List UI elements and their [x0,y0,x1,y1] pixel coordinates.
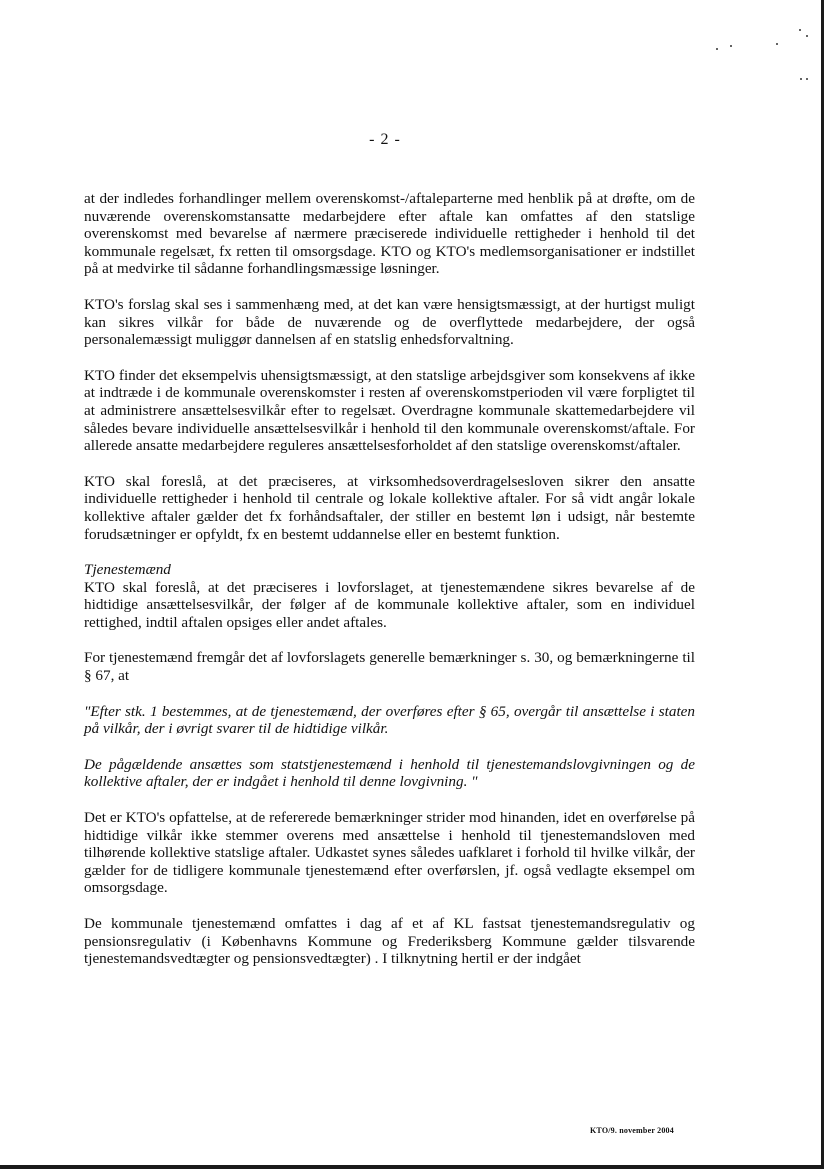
paragraph: KTO's forslag skal ses i sammenhæng med, at det kan være hensigtsmæssigt, at der hurtigst muligt kan sikres vilkår for både de nuværende og de overflyttede medarbejdere, der også personalemæssigt muliggør dannelsen af en statslig enhedsforvaltning. [84,295,695,349]
paragraph: KTO skal foreslå, at det præciseres i lovforslaget, at tjenestemændene sikres bevarelse af de hidtidige ansættelsesvilkår, der følger af de kommunale kollektive aftaler, som en individuel rettighed, indtil aftalen opsiges eller andet aftales. [84,578,695,631]
paragraph: For tjenestemænd fremgår det af lovforslagets generelle bemærkninger s. 30, og bemærkningerne til § 67, at [84,649,695,685]
quoted-text: De pågældende ansættes som statstjenestemænd i henhold til tjenestemandslovgivningen og de kollektive aftaler, der er indgået i henhold til denne lovgivning. " [84,755,695,791]
footer-date: KTO/9. november 2004 [590,1126,674,1135]
paragraph: KTO finder det eksempelvis uhensigtsmæssigt, at den statslige arbejdsgiver som konsekvens af ikke at indtræde i de kommunale overenskomster i resten af overenskomstperioden vil være forpligtet til at administrere ansættelsesvilkår efter to regelsæt. Overdragne kommunale skattemedarbejdere vil således bevare individuelle ansættelsesvilkår i henhold til den kommunale overenskomst/aftale. For allerede ansatte medarbejdere reguleres ansættelsesforholdet af den statslige overenskomst/aftaler. [84,366,695,455]
document-body [84,190,695,968]
paragraph: at der indledes forhandlinger mellem overenskomst-/aftaleparterne med henblik på at drøfte, om de nuværende overenskomstansatte medarbejdere efter aftale kan omfattes af den statslige overenskomst med bevarelse af nærmere præciserede individuelle rettigheder i henhold til det kommunale regelsæt, fx retten til omsorgsdage. KTO og KTO's medlemsorganisationer er indstillet på at medvirke til sådanne forhandlingsmæssige løsninger. [84,190,695,278]
scan-speck [730,45,732,47]
scan-speck [806,35,808,37]
paragraph: KTO skal foreslå, at det præciseres, at virksomhedsoverdragelsesloven sikrer den ansatte individuelle rettigheder i henhold til centrale og lokale kollektive aftaler. For så vidt angår lokale kollektive aftaler gælder det fx forhåndsaftaler, der stiller en bestemt løn i udsigt, når bestemte forudsætninger er opfyldt, fx en bestemt uddannelse eller en bestemt funktion. [84,472,695,543]
scan-edge-bottom [0,1165,824,1169]
scan-speck [800,78,802,80]
scan-speck [806,78,808,80]
paragraph: Det er KTO's opfattelse, at de refererede bemærkninger strider mod hinanden, idet en overførelse på hidtidige vilkår ikke stemmer overens med ansættelse i henhold til tjenestemandsloven med tilhørende kollektive statslige aftaler. Udkastet synes således uafklaret i forhold til hvilke vilkår, der gælder for de tidligere kommunale tjenestemænd efter overførslen, jf. også vedlagte eksempel om omsorgsdage. [84,809,695,897]
section-heading: Tjenestemænd [84,561,171,579]
paragraph: De kommunale tjenestemænd omfattes i dag af et af KL fastsat tjenestemandsregulativ og pensionsregulativ (i Københavns Kommune og Frederiksberg Kommune gælder tilsvarende tjenestemandsvedtægter og pensionsvedtægter) . I tilknytning hertil er der indgået [84,915,695,968]
page-number: - 2 - [369,131,401,148]
quoted-text: "Efter stk. 1 bestemmes, at de tjenestemænd, der overføres efter § 65, overgår til ansættelse i staten på vilkår, der i øvrigt svarer til de hidtidige vilkår. [84,702,695,738]
scan-speck [799,29,801,31]
scan-speck [716,48,718,50]
scan-speck [776,43,778,45]
